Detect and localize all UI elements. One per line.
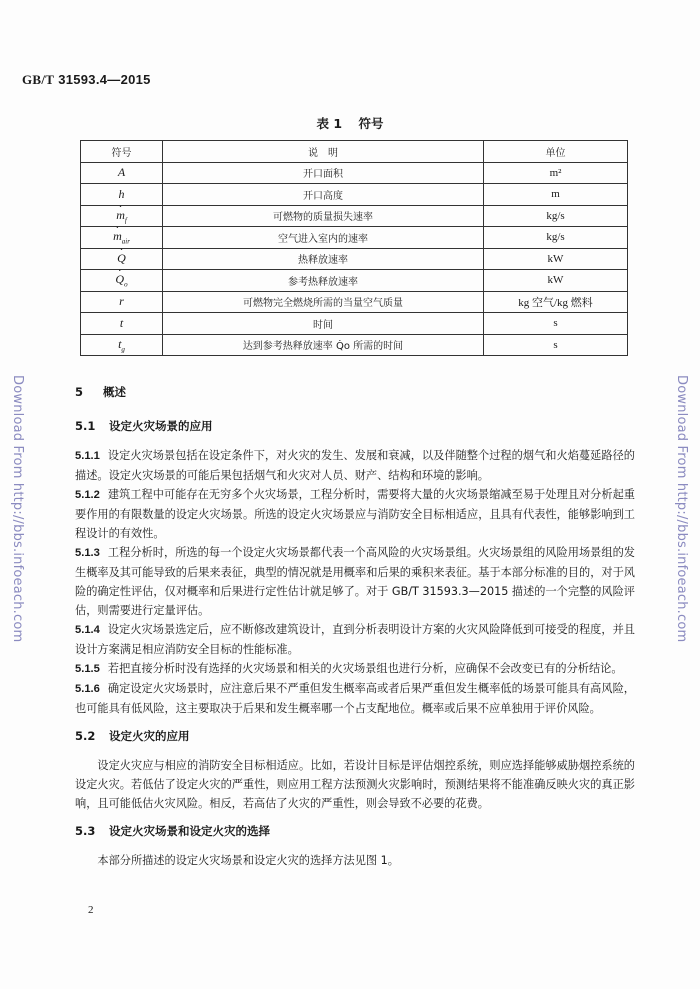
symbols-table — [80, 140, 628, 356]
section-number: 5 — [75, 385, 84, 399]
symbol-cell — [81, 313, 163, 335]
column-header-description: 说 明 — [163, 141, 484, 163]
table-row — [81, 205, 628, 227]
description-cell: 可燃物完全燃烧所需的当量空气质量 — [163, 291, 484, 313]
table-row — [81, 270, 628, 292]
description-cell: 参考热释放速率 — [163, 270, 484, 292]
clause-5-1-5 — [75, 659, 635, 679]
watermark-left: Download From http://bbs.infoeach.com — [10, 375, 25, 643]
clause-number: 5.1.6 — [75, 683, 100, 695]
clause-5-1-2 — [75, 485, 635, 543]
standard-prefix: GB/T — [22, 72, 55, 87]
unit-cell: kg 空气/kg 燃料 — [484, 291, 628, 313]
table-row — [81, 248, 628, 270]
description-cell: 时间 — [163, 313, 484, 335]
section-number: 5.3 — [75, 824, 96, 838]
clause-number: 5.1.4 — [75, 624, 100, 636]
table-caption-title: 符号 — [358, 116, 384, 131]
clause-number: 5.1.3 — [75, 547, 100, 559]
symbol-subscript: f — [124, 215, 127, 224]
table-body — [81, 162, 628, 356]
paragraph-5-2: 设定火灾应与相应的消防安全目标相适应。比如，若设计目标是评估烟控系统，则应选择能够威胁烟控系统的设定火灾。若低估了设定火灾的严重性，则应用工程方法预测火灾影响时，预测结果将不能准确反映火灾的真正影响，且可能低估火灾风险。相反，若高估了火灾的严重性，则会导致不必要的花费。 — [75, 759, 635, 810]
table-row — [81, 313, 628, 335]
description-cell: 空气进入室内的速率 — [163, 227, 484, 249]
clause-5-1-6 — [75, 679, 635, 718]
document-body — [75, 383, 635, 870]
symbol-base: t — [119, 315, 124, 330]
symbol-base: A — [117, 165, 126, 180]
clause-5-1-1 — [75, 446, 635, 485]
clause-text: 若把直接分析时没有选择的火灾场景和相关的火灾场景组也进行分析，应确保不会改变已有的分析结论。 — [107, 662, 623, 675]
clause-text: 建筑工程中可能存在无穷多个火灾场景，工程分析时，需要将大量的火灾场景缩减至易于处理且对分析起重要作用的有限数量的设定火灾场景。所选的设定火灾场景应与消防安全目标相适应，且具有代表性，能够影响到工程设计的有效性。 — [75, 488, 635, 540]
symbol-base: · Q — [117, 251, 126, 266]
unit-cell: m² — [484, 162, 628, 184]
clause-5-1-4 — [75, 620, 635, 659]
page-number: 2 — [88, 904, 94, 916]
table-caption-number: 表 1 — [316, 116, 343, 131]
symbol-base: · m — [113, 229, 122, 244]
table-row — [81, 227, 628, 249]
symbol-subscript: g — [121, 344, 125, 353]
symbol-base: t — [118, 336, 122, 351]
table-row — [81, 291, 628, 313]
unit-cell: m — [484, 184, 628, 206]
symbol-base: · Q — [115, 272, 124, 287]
section-number: 5.1 — [75, 419, 96, 433]
unit-cell: s — [484, 313, 628, 335]
symbol-base: r — [119, 294, 124, 309]
table-row — [81, 184, 628, 206]
section-title: 设定火灾的应用 — [109, 729, 190, 743]
column-header-unit: 单位 — [484, 141, 628, 163]
unit-cell: kW — [484, 248, 628, 270]
table-row — [81, 162, 628, 184]
section-heading-5-2 — [75, 727, 635, 746]
symbol-subscript: o — [124, 280, 128, 289]
clause-number: 5.1.1 — [75, 450, 100, 462]
column-header-symbol: 符号 — [81, 141, 163, 163]
description-cell: 开口面积 — [163, 162, 484, 184]
clause-5-1-3 — [75, 543, 635, 620]
unit-cell: s — [484, 334, 628, 356]
symbol-cell — [81, 334, 163, 356]
table-header-row — [81, 141, 628, 163]
description-cell: 开口高度 — [163, 184, 484, 206]
unit-cell: kg/s — [484, 205, 628, 227]
description-cell: 热释放速率 — [163, 248, 484, 270]
unit-cell: kW — [484, 270, 628, 292]
description-cell: 达到参考热释放速率 Q̇o 所需的时间 — [163, 334, 484, 356]
symbol-base: · m — [116, 208, 125, 223]
table-caption — [0, 114, 700, 132]
section-heading-5-3 — [75, 822, 635, 841]
clause-number: 5.1.5 — [75, 663, 100, 675]
standard-code-header — [22, 72, 151, 88]
clause-text: 设定火灾场景包括在设定条件下，对火灾的发生、发展和衰减，以及伴随整个过程的烟气和火焰蔓延路径的描述。设定火灾场景的可能后果包括烟气和火灾对人员、财产、结构和环境的影响。 — [75, 449, 635, 482]
section-heading-5-1 — [75, 417, 635, 436]
standard-number: 31593.4—2015 — [58, 72, 151, 87]
clause-number: 5.1.2 — [75, 489, 100, 501]
table-row — [81, 334, 628, 356]
watermark-right: Download From http://bbs.infoeach.com — [674, 375, 689, 643]
section-number: 5.2 — [75, 729, 96, 743]
description-cell: 可燃物的质量损失速率 — [163, 205, 484, 227]
clause-text: 工程分析时，所选的每一个设定火灾场景都代表一个高风险的火灾场景组。火灾场景组的风险用场景组的发生概率及其可能导致的后果来表征，典型的情况就是用概率和后果的乘积来表征。基于本部分标准的目的，对于风险的确定性评估，仅对概率和后果进行定性估计就足够了。对于 GB/T 31593.3—2015 描述的一个完整的风险评估，则需要进行定量评估。 — [75, 546, 635, 617]
section-title: 设定火灾场景的应用 — [109, 419, 213, 433]
section-heading-5 — [75, 383, 635, 402]
paragraph-5-3: 本部分所描述的设定火灾场景和设定火灾的选择方法见图 1。 — [97, 854, 399, 867]
section-title: 概述 — [103, 385, 127, 399]
symbol-base: h — [118, 186, 125, 201]
symbol-cell — [81, 162, 163, 184]
unit-cell: kg/s — [484, 227, 628, 249]
clause-text: 设定火灾场景选定后，应不断修改建筑设计，直到分析表明设计方案的火灾风险降低到可接受的程度，并且设计方案满足相应消防安全目标的性能标准。 — [75, 623, 635, 656]
clause-text: 确定设定火灾场景时，应注意后果不严重但发生概率高或者后果严重但发生概率低的场景可能具有高风险，也可能具有低风险，这主要取决于后果和发生概率哪一个占支配地位。概率或后果不应单独用于评价风险。 — [75, 682, 635, 715]
symbol-subscript: air — [121, 237, 130, 246]
section-title: 设定火灾场景和设定火灾的选择 — [109, 824, 271, 838]
symbol-cell — [81, 270, 163, 292]
symbol-cell — [81, 291, 163, 313]
